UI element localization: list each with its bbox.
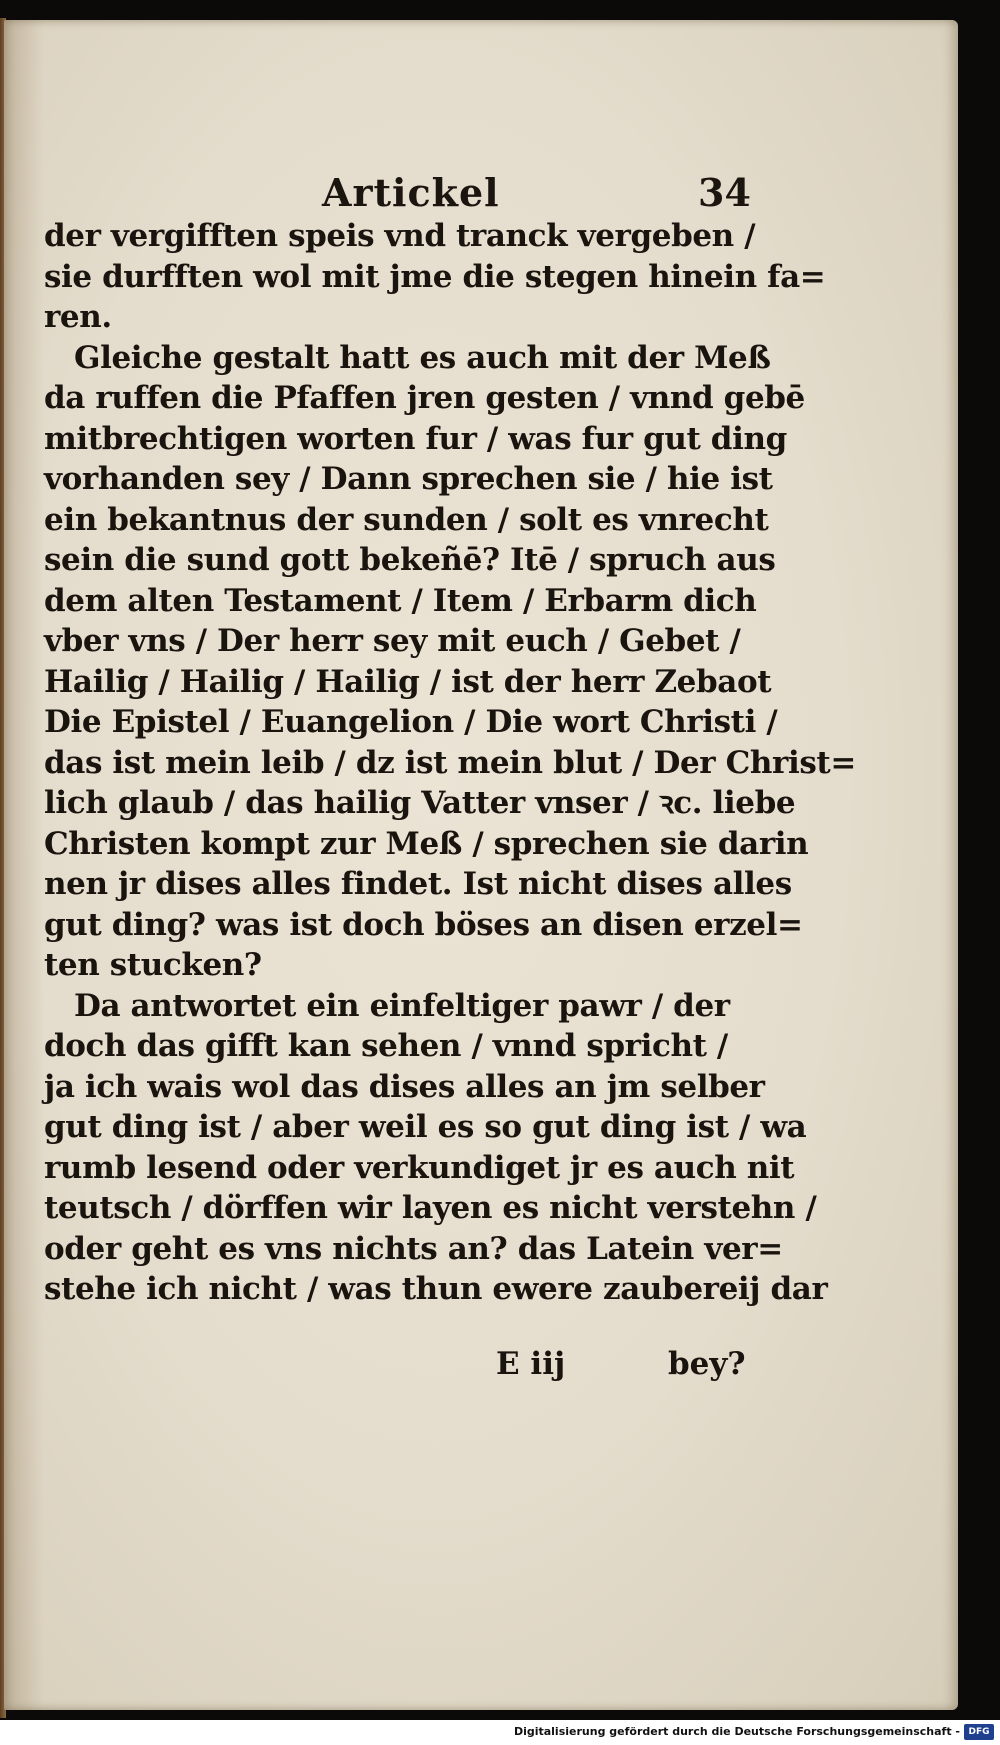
text-line: da ruffen die Pfaffen jren gesten / vnnd gebē <box>44 380 805 416</box>
text-line: ein bekantnus der sunden / solt es vnrecht <box>44 501 769 538</box>
text-line: vorhanden sey / Dann sprechen sie / hie ist <box>44 461 773 497</box>
signature-mark: E iij <box>496 1346 566 1382</box>
footer-bar <box>0 1720 1000 1745</box>
text-line: rumb lesend oder verkundiget jr es auch nit <box>44 1149 795 1186</box>
book-page <box>4 20 958 1710</box>
text-line: stehe ich nicht / was thun ewere zaubereij dar <box>44 1271 828 1307</box>
text-line: dem alten Testament / Item / Erbarm dich <box>44 582 757 619</box>
text-line: nen jr dises alles findet. Ist nicht dises alles <box>44 866 792 902</box>
text-line: Hailig / Hailig / Hailig / ist der herr Zebaot <box>44 663 772 700</box>
running-head <box>44 170 751 220</box>
text-line: Die Epistel / Euangelion / Die wort Christi / <box>44 704 778 740</box>
text-line: gut ding ist / aber weil es so gut ding ist / wa <box>44 1109 807 1145</box>
text-line: doch das gifft kan sehen / vnnd spricht / <box>44 1028 728 1064</box>
text-line: teutsch / dörffen wir layen es nicht verstehn / <box>44 1190 817 1226</box>
text-line: sie durfften wol mit jme die stegen hinein fa= <box>44 258 826 295</box>
text-line: der vergifften speis vnd tranck vergeben / <box>44 218 756 254</box>
text-line: oder geht es vns nichts an? das Latein ver= <box>44 1230 783 1267</box>
text-line: ren. <box>44 299 112 335</box>
text-line: sein die sund gott bekeñē? Itē / spruch aus <box>44 542 776 578</box>
running-head-title: Artickel <box>322 170 500 215</box>
text-line: Gleiche gestalt hatt es auch mit der Meß <box>74 339 771 376</box>
text-line: vber vns / Der herr sey mit euch / Gebet / <box>44 623 741 659</box>
text-line: Da antwortet ein einfeltiger pawr / der <box>74 987 730 1024</box>
footer-credit: Digitalisierung gefördert durch die Deutsche Forschungsgemeinschaft - <box>513 1725 960 1738</box>
signature-line <box>44 1346 744 1390</box>
text-line: ja ich wais wol das dises alles an jm selber <box>44 1068 765 1105</box>
text-block <box>44 216 856 1310</box>
text-line: lich glaub / das hailig Vatter vnser / ꝛc. liebe <box>44 785 796 821</box>
text-line: Christen kompt zur Meß / sprechen sie darin <box>44 825 809 862</box>
text-line: gut ding? was ist doch böses an disen erzel= <box>44 906 803 943</box>
text-line: das ist mein leib / dz ist mein blut / Der Christ= <box>44 744 856 781</box>
text-line: mitbrechtigen worten fur / was fur gut ding <box>44 420 787 457</box>
catchword: bey? <box>668 1346 746 1382</box>
dfg-logo: DFG <box>964 1724 994 1740</box>
text-line: ten stucken? <box>44 947 262 983</box>
page-number: 34 <box>698 170 751 215</box>
